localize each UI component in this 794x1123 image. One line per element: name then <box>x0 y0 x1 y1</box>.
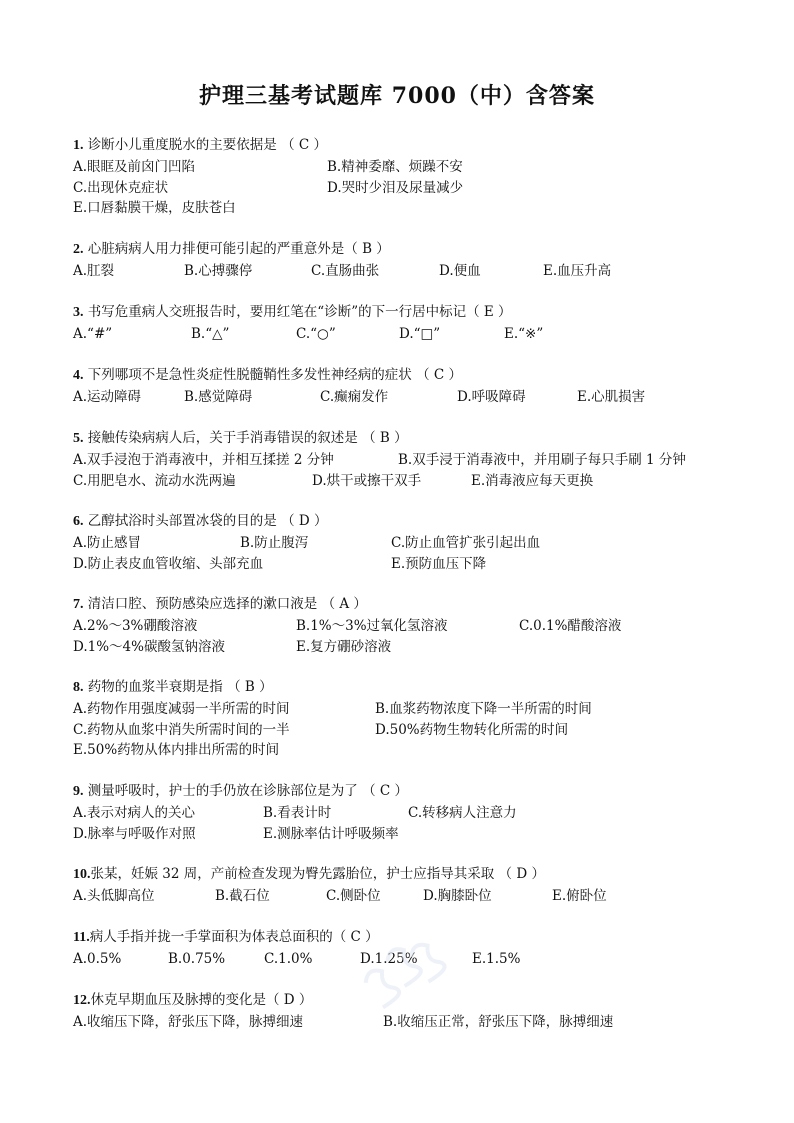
question-number: 6. <box>73 514 84 529</box>
question-number: 11. <box>73 930 90 945</box>
option-c: C.侧卧位 <box>326 887 381 904</box>
question-stem: 心脏病病人用力排便可能引起的严重意外是（ B ） <box>83 241 390 257</box>
option-c: C.1.0% <box>264 950 313 967</box>
question-stem: 休克早期血压及脉搏的变化是（ D ） <box>90 992 313 1008</box>
option-e: E.心肌损害 <box>577 388 646 405</box>
option-e: E.血压升高 <box>543 262 612 279</box>
option-d: D.防止表皮血管收缩、头部充血 <box>73 555 264 572</box>
option-e: E.预防血压下降 <box>391 555 487 572</box>
option-a: A.防止感冒 <box>73 534 142 551</box>
option-e: E.俯卧位 <box>552 887 607 904</box>
option-b: B.截石位 <box>215 887 270 904</box>
option-e: E.1.5% <box>472 950 521 967</box>
option-b: B.防止腹泻 <box>240 534 309 551</box>
option-c: C.药物从血浆中消失所需时间的一半 <box>73 721 290 738</box>
option-d: D.1.25% <box>360 950 418 967</box>
option-b: B.血浆药物浓度下降一半所需的时间 <box>375 700 592 717</box>
question-stem: 书写危重病人交班报告时，要用红笔在“诊断”的下一行居中标记（ E ） <box>83 304 512 320</box>
option-e: E.口唇黏膜干燥，皮肤苍白 <box>73 200 236 217</box>
option-b: B.0.75% <box>168 950 226 967</box>
option-a: A.运动障碍 <box>73 388 142 405</box>
question-6 <box>73 511 541 574</box>
option-d: D.50%药物生物转化所需的时间 <box>375 721 569 738</box>
question-stem: 测量呼吸时，护士的手仍放在诊脉部位是为了 （ C ） <box>83 783 408 799</box>
option-a: A.药物作用强度减弱一半所需的时间 <box>73 700 290 717</box>
option-c: C.“○” <box>296 325 336 342</box>
option-e: E.50%药物从体内排出所需的时间 <box>73 742 280 759</box>
option-a: A.双手浸泡于消毒液中，并相互揉搓 2 分钟 <box>73 451 334 468</box>
option-c: C.0.1%醋酸溶液 <box>519 617 622 634</box>
option-e: E.复方硼砂溶液 <box>296 638 392 655</box>
question-11 <box>73 927 521 970</box>
option-d: D.1%～4%碳酸氢钠溶液 <box>73 638 225 655</box>
question-stem: 乙醇拭浴时头部置冰袋的目的是 （ D ） <box>83 513 328 529</box>
option-b: B.心搏骤停 <box>184 262 253 279</box>
option-d: D.便血 <box>439 262 481 279</box>
question-number: 3. <box>73 305 84 320</box>
option-c: C.转移病人注意力 <box>408 804 517 821</box>
question-number: 7. <box>73 597 84 612</box>
option-e: E.消毒液应每天更换 <box>471 472 594 489</box>
option-d: D.胸膝卧位 <box>423 887 492 904</box>
question-number: 1. <box>73 138 84 153</box>
option-a: A.收缩压下降，舒张压下降，脉搏细速 <box>73 1013 304 1030</box>
option-e: E.“※” <box>504 325 544 342</box>
question-3 <box>73 302 544 345</box>
question-stem: 诊断小儿重度脱水的主要依据是 （ C ） <box>83 137 327 153</box>
question-number: 5. <box>73 431 84 446</box>
option-a: A.眼眶及前囟门凹陷 <box>73 158 196 175</box>
question-number: 4. <box>73 368 84 383</box>
option-a: A.表示对病人的关心 <box>73 804 196 821</box>
question-2 <box>73 239 612 282</box>
option-c: C.直肠曲张 <box>311 262 380 279</box>
question-number: 8. <box>73 680 84 695</box>
option-b: B.精神委靡、烦躁不安 <box>327 158 463 175</box>
option-d: D.烘干或擦干双手 <box>312 472 422 489</box>
question-number: 10. <box>73 867 91 882</box>
option-a: A.肛裂 <box>73 262 115 279</box>
question-number: 2. <box>73 242 84 257</box>
option-a: A.2%～3%硼酸溶液 <box>73 617 198 634</box>
option-c: C.出现休克症状 <box>73 179 169 196</box>
question-stem: 张某，妊娠 32 周，产前检查发现为臀先露胎位，护士应指导其采取 （ D ） <box>90 866 545 882</box>
question-12 <box>73 990 614 1033</box>
option-d: D.呼吸障碍 <box>457 388 526 405</box>
question-number: 12. <box>73 993 91 1008</box>
option-d: D.哭时少泪及尿量减少 <box>327 179 464 196</box>
option-d: D.“□” <box>399 325 441 342</box>
option-b: B.收缩压正常，舒张压下降，脉搏细速 <box>383 1013 614 1030</box>
option-a: A.头低脚高位 <box>73 887 155 904</box>
option-a: A.0.5% <box>73 950 122 967</box>
option-b: B.双手浸于消毒液中，并用刷子每只手刷 1 分钟 <box>398 451 686 468</box>
option-b: B.1%～3%过氧化氢溶液 <box>296 617 448 634</box>
question-stem: 清洁口腔、预防感染应选择的漱口液是 （ A ） <box>83 596 367 612</box>
page-title: 护理三基考试题库 7000（中）含答案 <box>199 83 595 109</box>
option-b: B.感觉障碍 <box>184 388 253 405</box>
question-10 <box>73 864 607 907</box>
option-c: C.用肥皂水、流动水洗两遍 <box>73 472 236 489</box>
option-c: C.癫痫发作 <box>320 388 389 405</box>
option-d: D.脉率与呼吸作对照 <box>73 825 196 842</box>
question-stem: 接触传染病病人后，关于手消毒错误的叙述是 （ B ） <box>83 430 408 446</box>
question-stem: 药物的血浆半衰期是指 （ B ） <box>83 679 273 695</box>
option-e: E.测脉率估计呼吸频率 <box>263 825 399 842</box>
option-c: C.防止血管扩张引起出血 <box>391 534 541 551</box>
option-a: A.“#” <box>73 325 113 342</box>
question-7 <box>73 594 622 657</box>
question-5 <box>73 428 686 491</box>
question-number: 9. <box>73 784 84 799</box>
question-stem: 病人手指并拢一手掌面积为体表总面积的（ C ） <box>89 929 379 945</box>
question-1 <box>73 135 464 219</box>
question-8 <box>73 677 592 761</box>
question-4 <box>73 365 646 408</box>
option-b: B.“△” <box>191 325 230 342</box>
question-stem: 下列哪项不是急性炎症性脱髓鞘性多发性神经病的症状 （ C ） <box>83 367 462 383</box>
option-b: B.看表计时 <box>263 804 332 821</box>
question-9 <box>73 781 517 844</box>
